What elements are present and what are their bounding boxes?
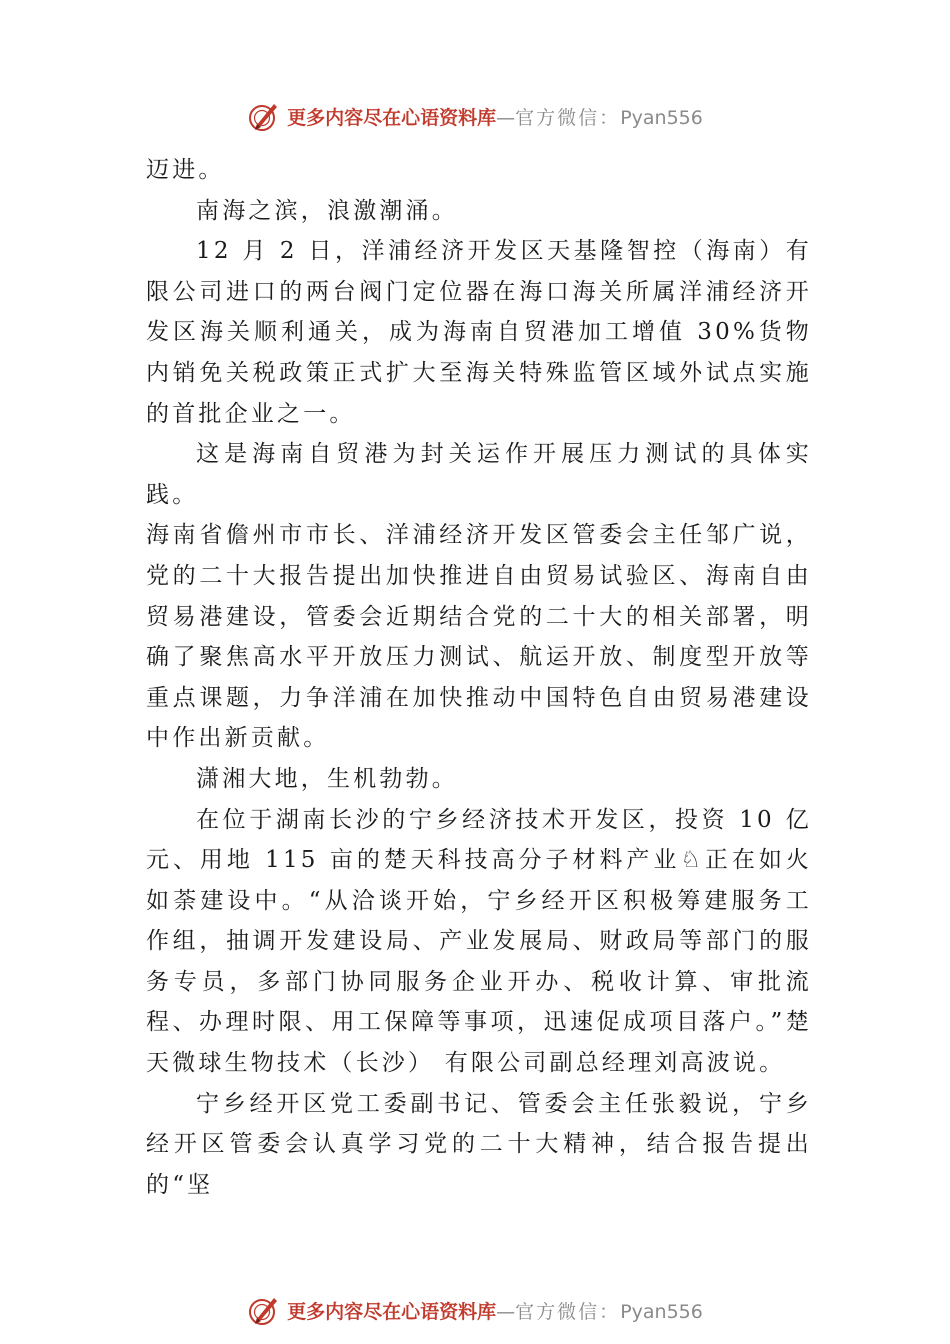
paragraph-yangpu: 12 月 2 日，洋浦经济开发区天基隆智控（海南）有限公司进口的两台阀门定位器在海口海关所属洋浦经济开发区海关顺利通关，成为海南自贸港加工增值 30%货物内销免关税政策正式扩大至海关特殊监管区域外试点实施的首批企业之一。 (146, 238, 812, 427)
footer-wechat-id: Pyan556 (620, 1300, 703, 1323)
footer-dash: — (496, 1300, 516, 1323)
paragraph-danzhou-mayor: 海南省儋州市市长、洋浦经济开发区管委会主任邹广说，党的二十大报告提出加快推进自由贸易试验区、海南自由贸易港建设，管委会近期结合党的二十大的相关部署，明确了聚焦高水平开放压力测试、航运开放、制度型开放等重点课题，力争洋浦在加快推动中国特色自由贸易港建设中作出新贡献。 (146, 522, 812, 752)
header-banner (0, 96, 950, 136)
footer-official-label: 官方微信： (515, 1300, 621, 1323)
quill-seal-icon (247, 99, 281, 133)
header-dash: — (496, 106, 516, 129)
article-body (146, 150, 812, 1205)
header-text (287, 103, 703, 130)
paragraph-nanhai: 南海之滨，浪激潮涌。 (196, 197, 458, 224)
paragraph-continuation: 迈进。 (146, 157, 225, 183)
footer-banner (0, 1290, 950, 1330)
paragraph-zhang-yi: 宁乡经开区党工委副书记、管委会主任张毅说，宁乡经开区管委会认真学习党的二十大精神，结合报告提出的“坚 (146, 1090, 812, 1198)
paragraph-ningxiang: 在位于湖南长沙的宁乡经济技术开发区，投资 10 亿元、用地 115 亩的楚天科技高分子材料产业♘正在如火如荼建设中。“从洽谈开始，宁乡经开区积极筹建服务工作组，抽调开发建设局、产业发展局、财政局等部门的服务专员，多部门协同服务企业开办、税收计算、审批流程、办理时限、用工保障等事项，迅速促成项目落户。”楚天微球生物技术（长沙） 有限公司副总经理刘高波说。 (146, 806, 812, 1077)
quill-seal-icon (247, 1293, 281, 1327)
footer-brand: 更多内容尽在心语资料库 (287, 1300, 497, 1323)
header-brand: 更多内容尽在心语资料库 (287, 106, 497, 129)
header-official-label: 官方微信： (515, 106, 621, 129)
paragraph-stress-test: 这是海南自贸港为封关运作开展压力测试的具体实践。 (146, 441, 812, 508)
footer-text (287, 1297, 703, 1324)
paragraph-xiaoxiang: 潇湘大地，生机勃勃。 (196, 765, 458, 792)
header-wechat-id: Pyan556 (620, 106, 703, 129)
